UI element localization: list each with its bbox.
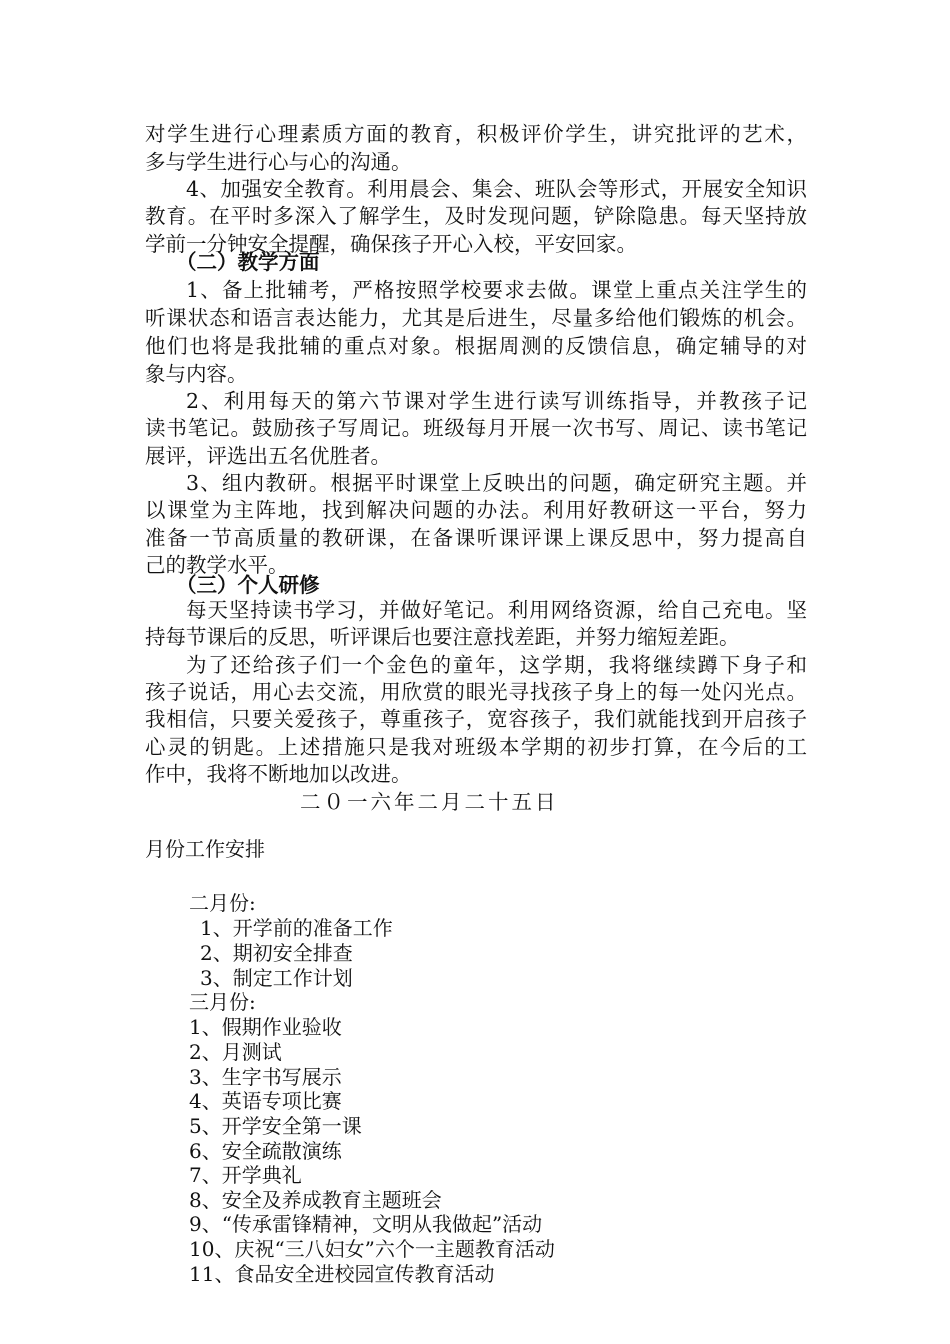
march-label: 三月份: bbox=[189, 990, 256, 1014]
list-item: 11、食品安全进校园宣传教育活动 bbox=[189, 1262, 495, 1286]
list-item: 3、生字书写展示 bbox=[189, 1065, 342, 1089]
paragraph-line: 学前一分钟安全提醒，确保孩子开心入校，平安回家。 bbox=[145, 232, 637, 256]
paragraph-line: 对学生进行心理素质方面的教育，积极评价学生，讲究批评的艺术， bbox=[145, 122, 807, 146]
paragraph-line: 作中，我将不断地加以改进。 bbox=[145, 762, 412, 786]
paragraph-line: 以课堂为主阵地，找到解决问题的办法。利用好教研这一平台，努力 bbox=[145, 498, 807, 522]
section-heading-personal: （三）个人研修 bbox=[176, 573, 320, 597]
paragraph-line: 准备一节高质量的教研课，在备课听课评课上课反思中，努力提高自 bbox=[145, 526, 807, 550]
list-item: 2、期初安全排查 bbox=[200, 941, 353, 965]
section-heading-teaching: （二）教学方面 bbox=[176, 250, 320, 274]
paragraph-line: 1、备上批辅考，严格按照学校要求去做。课堂上重点关注学生的 bbox=[186, 278, 807, 302]
paragraph-line: 为了还给孩子们一个金色的童年，这学期，我将继续蹲下身子和 bbox=[186, 653, 807, 677]
paragraph-line: 心灵的钥匙。上述措施只是我对班级本学期的初步打算，在今后的工 bbox=[145, 735, 807, 759]
list-item: 3、制定工作计划 bbox=[200, 966, 353, 990]
paragraph-line: 象与内容。 bbox=[145, 362, 248, 386]
document-date: 二０一六年二月二十五日 bbox=[300, 790, 559, 814]
paragraph-line: 教育。在平时多深入了解学生，及时发现问题，铲除隐患。每天坚持放 bbox=[145, 204, 807, 228]
paragraph-line: 3、组内教研。根据平时课堂上反映出的问题，确定研究主题。并 bbox=[186, 471, 807, 495]
list-item: 1、假期作业验收 bbox=[189, 1015, 342, 1039]
list-item: 6、安全疏散演练 bbox=[189, 1139, 342, 1163]
list-item: 9、“传承雷锋精神，文明从我做起”活动 bbox=[189, 1212, 543, 1236]
paragraph-line: 他们也将是我批辅的重点对象。根据周测的反馈信息，确定辅导的对 bbox=[145, 334, 807, 358]
paragraph-line: 读书笔记。鼓励孩子写周记。班级每月开展一次书写、周记、读书笔记 bbox=[145, 416, 807, 440]
list-item: 1、开学前的准备工作 bbox=[200, 916, 393, 940]
paragraph-line: 听课状态和语言表达能力，尤其是后进生，尽量多给他们锻炼的机会。 bbox=[145, 306, 807, 330]
paragraph-line: 孩子说话，用心去交流，用欣赏的眼光寻找孩子身上的每一处闪光点。 bbox=[145, 680, 807, 704]
list-item: 5、开学安全第一课 bbox=[189, 1114, 362, 1138]
list-item: 4、英语专项比赛 bbox=[189, 1089, 342, 1113]
february-label: 二月份: bbox=[189, 891, 256, 915]
paragraph-line: 每天坚持读书学习，并做好笔记。利用网络资源，给自己充电。坚 bbox=[186, 598, 807, 622]
paragraph-line: 我相信，只要关爱孩子，尊重孩子，宽容孩子，我们就能找到开启孩子 bbox=[145, 707, 807, 731]
list-item: 2、月测试 bbox=[189, 1040, 282, 1064]
paragraph-line: 多与学生进行心与心的沟通。 bbox=[145, 150, 412, 174]
list-item: 8、安全及养成教育主题班会 bbox=[189, 1188, 442, 1212]
list-item: 10、庆祝“三八妇女”六个一主题教育活动 bbox=[189, 1237, 555, 1261]
list-item: 7、开学典礼 bbox=[189, 1163, 302, 1187]
paragraph-line: 展评，评选出五名优胜者。 bbox=[145, 444, 391, 468]
paragraph-line: 己的教学水平。 bbox=[145, 553, 289, 577]
paragraph-line: 2、利用每天的第六节课对学生进行读写训练指导，并教孩子记 bbox=[186, 389, 807, 413]
paragraph-line: 持每节课后的反思，听评课后也要注意找差距，并努力缩短差距。 bbox=[145, 625, 740, 649]
paragraph-line: 4、加强安全教育。利用晨会、集会、班队会等形式，开展安全知识 bbox=[186, 177, 807, 201]
schedule-title: 月份工作安排 bbox=[145, 837, 265, 861]
